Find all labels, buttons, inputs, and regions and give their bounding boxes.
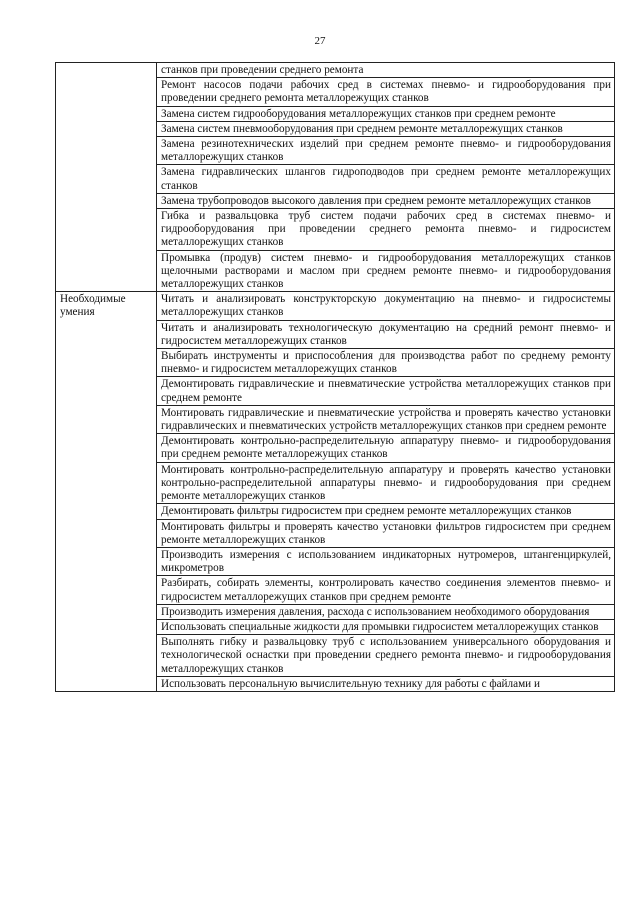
table-cell: Замена гидравлических шлангов гидроподводов при среднем ремонте металлорежущих станков [157,165,615,193]
table-cell: Монтировать гидравлические и пневматические устройства и проверять качество установки гидравлических и пневматических устройств металлорежущих станков при среднем ремонте [157,405,615,433]
table-row [56,292,615,320]
table-cell: Демонтировать гидравлические и пневматические устройства металлорежущих станков при среднем ремонте [157,377,615,405]
table-cell: Замена резинотехнических изделий при среднем ремонте пневмо- и гидрооборудования металлорежущих станков [157,137,615,165]
table-cell: Промывка (продув) систем пневмо- и гидрооборудования металлорежущих станков щелочными растворами и маслом при среднем ремонте пневмо- и гидрооборудования металлорежущих станков [157,250,615,292]
table-cell: Выбирать инструменты и приспособления для производства работ по среднему ремонту пневмо- и гидросистем металлорежущих станков [157,349,615,377]
table-cell: Замена трубопроводов высокого давления при среднем ремонте металлорежущих станков [157,193,615,208]
table-cell: Использовать персональную вычислительную технику для работы с файлами и [157,676,615,691]
table-cell: Читать и анализировать технологическую документацию на средний ремонт пневмо- и гидросистем металлорежущих станков [157,320,615,348]
table-cell: Выполнять гибку и развальцовку труб с использованием универсального оборудования и технологической оснастки при проведении среднего ремонта пневмо- и гидрооборудования металлорежущих станков [157,635,615,677]
table-cell: Монтировать фильтры и проверять качество установки фильтров гидросистем при среднем ремонте металлорежущих станков [157,519,615,547]
table-cell: Ремонт насосов подачи рабочих сред в системах пневмо- и гидрооборудования при проведении среднего ремонта металлорежущих станков [157,78,615,106]
table-cell: Демонтировать фильтры гидросистем при среднем ремонте металлорежущих станков [157,504,615,519]
table-cell: Производить измерения давления, расхода с использованием необходимого оборудования [157,604,615,619]
continuation-label-cell [56,63,157,292]
table-cell: Монтировать контрольно-распределительную аппаратуру и проверять качество установки контрольно-распределительной аппаратуры пневмо- и гидрооборудования при среднем ремонте металлорежущих станков [157,462,615,504]
table-cell: Разбирать, собирать элементы, контролировать качество соединения элементов пневмо- и гидросистем металлорежущих станков при среднем ремонте [157,576,615,604]
table-cell: Читать и анализировать конструкторскую документацию на пневмо- и гидросистемы металлорежущих станков [157,292,615,320]
page-number: 27 [314,35,326,47]
table-row [56,63,615,78]
table-body [56,63,615,692]
table-cell: станков при проведении среднего ремонта [157,63,615,78]
table-cell: Замена систем гидрооборудования металлорежущих станков при среднем ремонте [157,106,615,121]
document-table [55,62,615,692]
skills-label: Необходимые умения [56,292,157,692]
table-cell: Производить измерения с использованием индикаторных нутромеров, штангенциркулей, микрометров [157,547,615,575]
table-cell: Гибка и развальцовка труб систем подачи рабочих сред в системах пневмо- и гидрооборудования при проведении среднего ремонта пневмо- и гидросистем металлорежущих станков [157,209,615,251]
table-cell: Демонтировать контрольно-распределительную аппаратуру пневмо- и гидрооборудования при среднем ремонте металлорежущих станков [157,434,615,462]
table-cell: Использовать специальные жидкости для промывки гидросистем металлорежущих станков [157,619,615,634]
table-cell: Замена систем пневмооборудования при среднем ремонте металлорежущих станков [157,121,615,136]
